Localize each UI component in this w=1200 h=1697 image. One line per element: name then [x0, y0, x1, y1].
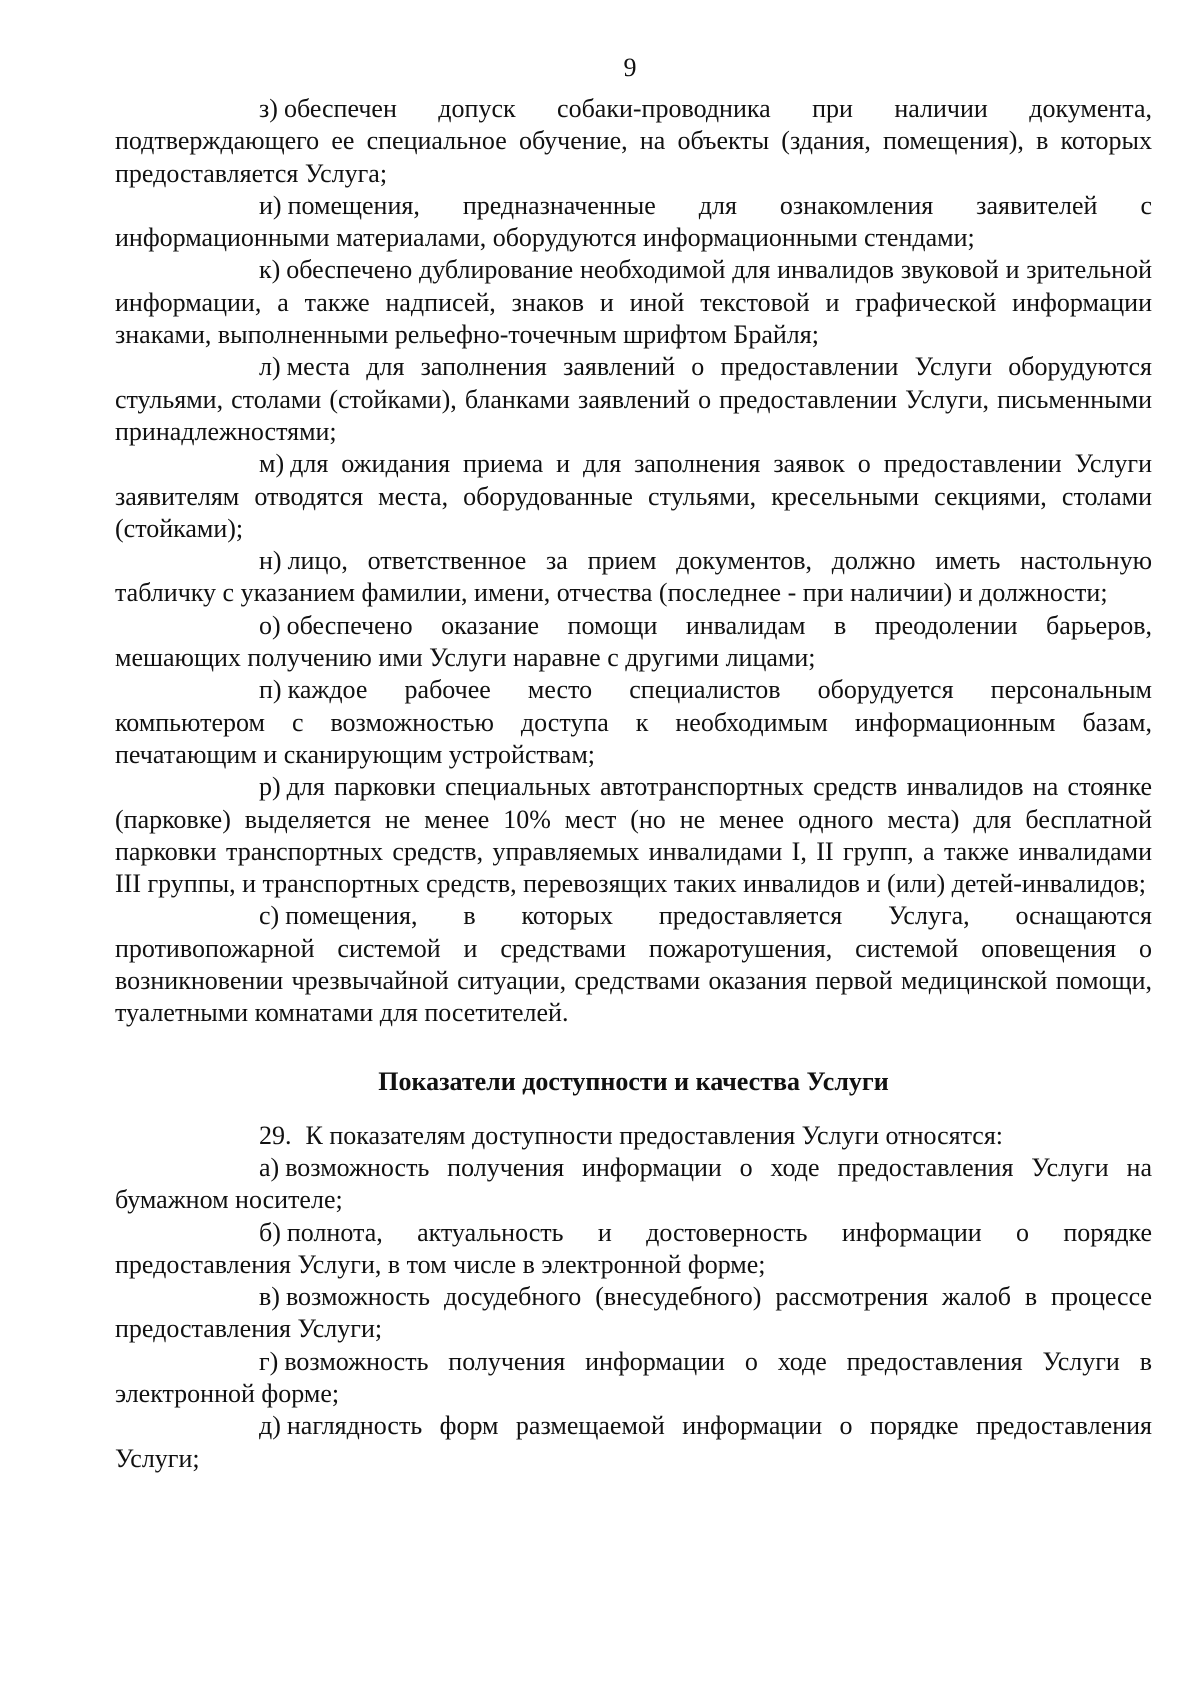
item-marker: б) [259, 1217, 281, 1247]
list-item [115, 900, 1152, 1029]
item-marker: м) [259, 449, 285, 479]
list-item [115, 190, 1152, 255]
item-marker: с) [259, 901, 280, 931]
item-text: лицо, ответственное за прием документов, должно иметь настольную табличку с указанием фамилии, имени, отчества (последнее - при наличии) и должности; [115, 546, 1152, 608]
item-marker: в) [259, 1282, 280, 1312]
item-text: для ожидания приема и для заполнения заявок о предоставлении Услуги заявителям отводятся места, оборудованные стульями, кресельными секциями, столами (стойками); [115, 449, 1152, 543]
item-text: обеспечено оказание помощи инвалидам в преодолении барьеров, мешающих получению ими Услуги наравне с другими лицами; [115, 610, 1152, 673]
item-text: обеспечено дублирование необходимой для инвалидов звуковой и зрительной информации, а также надписей, знаков и иной текстовой и графической информации знаками, выполненными рельефно-точечным шрифтом Брайля; [115, 255, 1152, 350]
item-text: места для заполнения заявлений о предоставлении Услуги оборудуются стульями, столами (стойками), бланками заявлений о предоставлении Услуги, письменными принадлежностями; [115, 352, 1152, 446]
item-marker: к) [259, 255, 281, 285]
item-text: возможность получения информации о ходе предоставления Услуги на бумажном носителе; [115, 1152, 1152, 1215]
item-text: для парковки специальных автотранспортных средств инвалидов на стоянке (парковке) выделяется не менее 10% мест (но не менее одного места) для бесплатной парковки транспортных средств, управляемых инвалидами I, II групп, а также инвалидами III группы, и транспортных средств, перевозящих таких инвалидов и (или) детей-инвалидов; [115, 772, 1152, 899]
item-marker: г) [259, 1346, 279, 1376]
list-item [115, 545, 1152, 610]
list-item [115, 771, 1152, 900]
item-marker: п) [259, 675, 282, 705]
item-marker: н) [259, 546, 282, 576]
item-marker: л) [259, 352, 281, 382]
clause-paragraph [115, 1120, 1152, 1152]
list-item [115, 1281, 1152, 1346]
document-body [115, 93, 1152, 1475]
list-item [115, 93, 1152, 190]
item-text: обеспечен допуск собаки-проводника при наличии документа, подтверждающего ее специальное обучение, на объекты (здания, помещения), в которых предоставляется Услуга; [115, 94, 1152, 188]
item-marker: д) [259, 1411, 281, 1441]
item-text: наглядность форм размещаемой информации о порядке предоставления Услуги; [115, 1411, 1152, 1473]
list-item [115, 674, 1152, 771]
section-heading: Показатели доступности и качества Услуги [378, 1066, 889, 1096]
list-item [115, 351, 1152, 448]
list-item [115, 1217, 1152, 1282]
item-marker: и) [259, 190, 282, 220]
list-item [115, 1410, 1152, 1475]
clause-text: К показателям доступности предоставления Услуги относятся: [305, 1120, 1004, 1150]
item-marker: о) [259, 610, 281, 640]
item-text: каждое рабочее место специалистов оборудуется персональным компьютером с возможностью доступа к необходимым информационным базам, печатающим и сканирующим устройствам; [115, 675, 1152, 769]
item-marker: р) [259, 772, 281, 802]
item-text: помещения, предназначенные для ознакомления заявителей с информационными материалами, оборудуются информационными стендами; [115, 190, 1152, 253]
item-text: помещения, в которых предоставляется Услуга, оснащаются противопожарной системой и средствами пожаротушения, системой оповещения о возникновении чрезвычайной ситуации, средствами оказания первой медицинской помощи, туалетными комнатами для посетителей. [115, 901, 1152, 1028]
list-item [115, 254, 1152, 351]
item-text: возможность досудебного (внесудебного) рассмотрения жалоб в процессе предоставления Услуги; [115, 1282, 1152, 1344]
item-text: полнота, актуальность и достоверность информации о порядке предоставления Услуги, в том числе в электронной форме; [115, 1217, 1152, 1279]
list-item [115, 1152, 1152, 1217]
item-marker: з) [259, 94, 278, 123]
clause-number: 29. [259, 1120, 292, 1150]
list-item [115, 610, 1152, 675]
list-item [115, 1346, 1152, 1411]
item-text: возможность получения информации о ходе предоставления Услуги в электронной форме; [115, 1346, 1152, 1408]
item-marker: а) [259, 1152, 280, 1182]
list-item [115, 448, 1152, 545]
page-number: 9 [623, 53, 637, 82]
